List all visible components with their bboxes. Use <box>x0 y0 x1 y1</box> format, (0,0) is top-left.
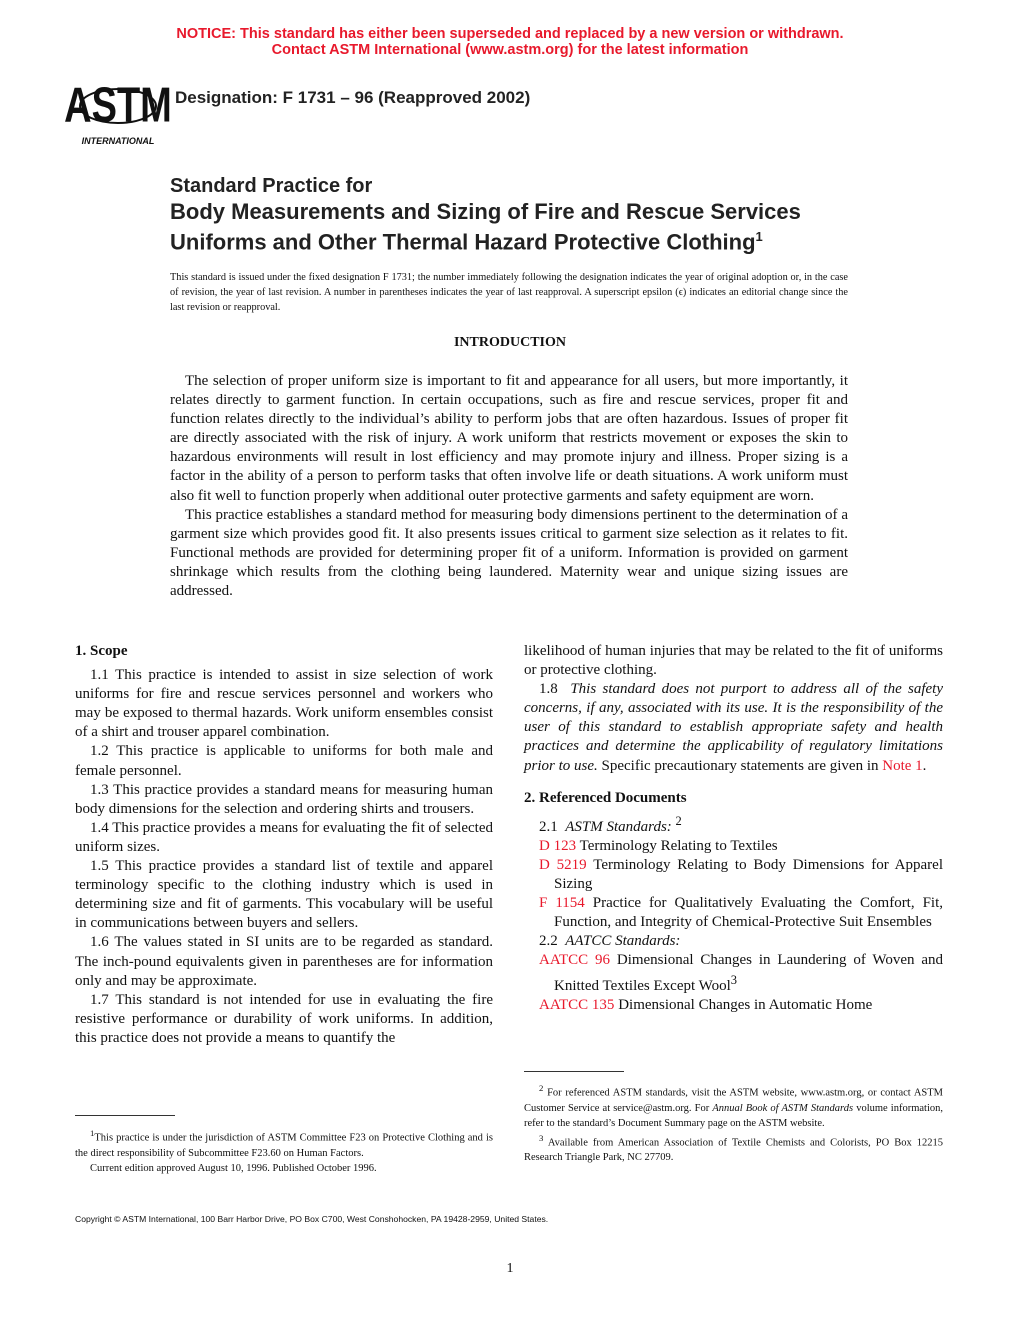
paragraph-text: Specific precautionary statements are given in <box>601 757 879 774</box>
reference-item <box>524 856 943 894</box>
reference-item <box>524 996 943 1015</box>
section-label: ASTM Standards: <box>565 818 672 835</box>
left-column <box>75 642 493 1048</box>
reference-link[interactable]: AATCC 135 <box>539 996 615 1013</box>
footnote-text: Available from American Association of Textile Chemists and Colorists, PO Box 12215 Research Triangle Park, NC 27709. <box>524 1137 944 1163</box>
reference-title: Practice for Qualitatively Evaluating the Comfort, Fit, Function, and Integrity of Chemical-Protective Suit Ensembles <box>554 895 944 931</box>
footnote-mark: 3 <box>730 972 737 987</box>
reference-link[interactable]: AATCC 96 <box>539 952 611 969</box>
scope-paragraph: 1.2 This practice is applicable to uniforms for both male and female personnel. <box>75 743 493 779</box>
svg-text:ASTM: ASTM <box>64 77 172 133</box>
intro-paragraph: The selection of proper uniform size is important to fit and appearance for all users, but more importantly, it relates directly to garment function. In certain occupations, such as fire and rescue services, proper fit and function relates directly to the individual’s ability to perform jobs that are often hazardous. Issues of proper fit are directly associated with the risk of injury. A work uniform that restricts movement or exposes the skin to hazardous environments will result in lost efficiency and may promote injury and illness. Proper sizing is a factor in the ability of a person to perform tasks that often involve life or death situations. A work uniform must also fit well to function properly when additional outer protective garments and safety equipment are worn. <box>170 373 848 504</box>
footnotes-right <box>524 1081 943 1165</box>
notice-line-1: NOTICE: This standard has either been superseded and replaced by a new version or withdrawn. <box>176 26 844 42</box>
footnote-mark: 2 <box>539 1083 544 1093</box>
notice-line-2: Contact ASTM International (www.astm.org) for the latest information <box>271 42 749 58</box>
scope-paragraph: 1.6 The values stated in SI units are to be regarded as standard. The inch-pound equivalents given in parentheses are for information only and may be approximate. <box>75 934 493 989</box>
period: . <box>922 757 927 774</box>
footnote-1 <box>75 1126 493 1176</box>
reference-link[interactable]: F 1154 <box>539 895 585 912</box>
footnote-text: For referenced ASTM standards, visit the ASTM website, www.astm.org, or contact ASTM Customer Service at service@astm.org. For <box>524 1087 943 1114</box>
reference-title: Terminology Relating to Body Dimensions for Apparel Sizing <box>554 856 943 893</box>
note-1-link[interactable]: Note 1 <box>882 757 923 774</box>
section-number: 2.2 <box>539 933 558 950</box>
footnote-mark: 1 <box>90 1128 95 1138</box>
copyright: Copyright © ASTM International, 100 Barr Harbor Drive, PO Box C700, West Conshohocken, PA 19428-2959, United States. <box>75 1214 549 1224</box>
title-line-1: Standard Practice for <box>170 175 373 197</box>
scope-paragraph: 1.5 This practice provides a standard list of textile and apparel terminology specific to the clothing industry which is used in determining size and fit of garments. This vocabulary will be useful in communications between buyers and sellers. <box>75 858 493 932</box>
reference-link[interactable]: D 5219 <box>539 856 587 873</box>
footnote-text: Current edition approved August 10, 1996. Published October 1996. <box>90 1162 377 1174</box>
reference-title: Dimensional Changes in Automatic Home <box>618 996 873 1013</box>
safety-caveat: This standard does not purport to address all of the safety concerns, if any, associated with its use. It is the responsibility of the user of this standard to establish appropriate safety and health practices and determine the applicability of regulatory limitations prior to use. <box>524 681 944 774</box>
footnote-divider <box>75 1115 175 1116</box>
right-column <box>524 642 943 1015</box>
title-line-2: Body Measurements and Sizing of Fire and Rescue Services <box>170 199 801 224</box>
scope-paragraph-1-8 <box>524 680 943 775</box>
title-line-3: Uniforms and Other Thermal Hazard Protective Clothing <box>170 229 756 255</box>
designation: Designation: F 1731 – 96 (Reapproved 2002) <box>175 88 531 107</box>
scope-paragraph: 1.3 This practice provides a standard means for measuring human body dimensions for the selection and ordering shirts and trousers. <box>75 781 493 817</box>
section-label: AATCC Standards: <box>565 933 681 950</box>
footnote-divider <box>524 1071 624 1072</box>
notice-banner <box>0 26 1020 58</box>
reference-link[interactable]: D 123 <box>539 837 577 854</box>
introduction-heading: INTRODUCTION <box>453 335 566 350</box>
scope-paragraph: 1.4 This practice provides a means for evaluating the fit of selected uniform sizes. <box>75 819 493 855</box>
footnote-mark: 2 <box>675 813 682 828</box>
reference-title: Dimensional Changes in Laundering of Woven and Knitted Textiles Except Wool <box>554 952 943 994</box>
scope-paragraph: 1.7 This standard is not intended for use in evaluating the fire resistive performance or durability of work uniforms. In addition, this practice does not provide a means to quantify the <box>75 991 493 1046</box>
footnote-text: volume information, refer to the standard’s Document Summary page on the ASTM website. <box>524 1102 943 1129</box>
footnote-text: This practice is under the jurisdiction of ASTM Committee F23 on Protective Clothing and is the direct responsibility of Subcommittee F23.60 on Human Factors. <box>75 1132 493 1159</box>
paragraph-number: 1.8 <box>539 681 558 698</box>
issuance-note: This standard is issued under the fixed designation F 1731; the number immediately following the designation indicates the year of original adoption or, in the case of revision, the year of last revision. A number in parentheses indicates the year of last reapproval. A superscript epsilon (ϵ) indicates an editorial change since the last revision or reapproval. <box>170 272 848 313</box>
scope-paragraph: 1.1 This practice is intended to assist in size selection of work uniforms for fire and rescue services personnel and workers who may be exposed to thermal hazards. Work uniform ensembles consist of a shirt and trouser apparel combination. <box>75 667 493 741</box>
footnote-mark: 3 <box>539 1132 544 1143</box>
astm-standards-label <box>524 812 943 837</box>
aatcc-standards-label <box>524 932 943 951</box>
referenced-documents-heading: 2. Referenced Documents <box>524 789 687 806</box>
document-title <box>170 174 801 254</box>
reference-item <box>524 894 943 932</box>
footnote-3 <box>524 1131 943 1166</box>
scope-continuation: likelihood of human injuries that may be related to the fit of uniforms or protective clothing. <box>524 643 943 679</box>
footnote-italic: Annual Book of ASTM Standards <box>712 1102 854 1114</box>
reference-item <box>524 837 943 856</box>
reference-title: Terminology Relating to Textiles <box>579 837 778 854</box>
section-number: 2.1 <box>539 818 558 835</box>
intro-paragraph: This practice establishes a standard method for measuring body dimensions pertinent to the determination of a garment size which provides good fit. It also presents issues critical to garment size selection as it relates to fit. Functional methods are provided for determining proper fit of a uniform. Information is provided on garment shrinkage which results from the clothing being laundered. Maternity wear and unique sizing issues are addressed. <box>170 506 848 600</box>
title-footnote-mark: 1 <box>755 229 763 244</box>
footnote-2 <box>524 1081 943 1131</box>
svg-text:INTERNATIONAL: INTERNATIONAL <box>81 136 155 146</box>
astm-logo <box>64 76 172 148</box>
introduction-body <box>170 372 848 601</box>
reference-item <box>524 951 943 995</box>
page-number: 1 <box>506 1261 514 1276</box>
scope-heading: 1. Scope <box>75 643 128 659</box>
